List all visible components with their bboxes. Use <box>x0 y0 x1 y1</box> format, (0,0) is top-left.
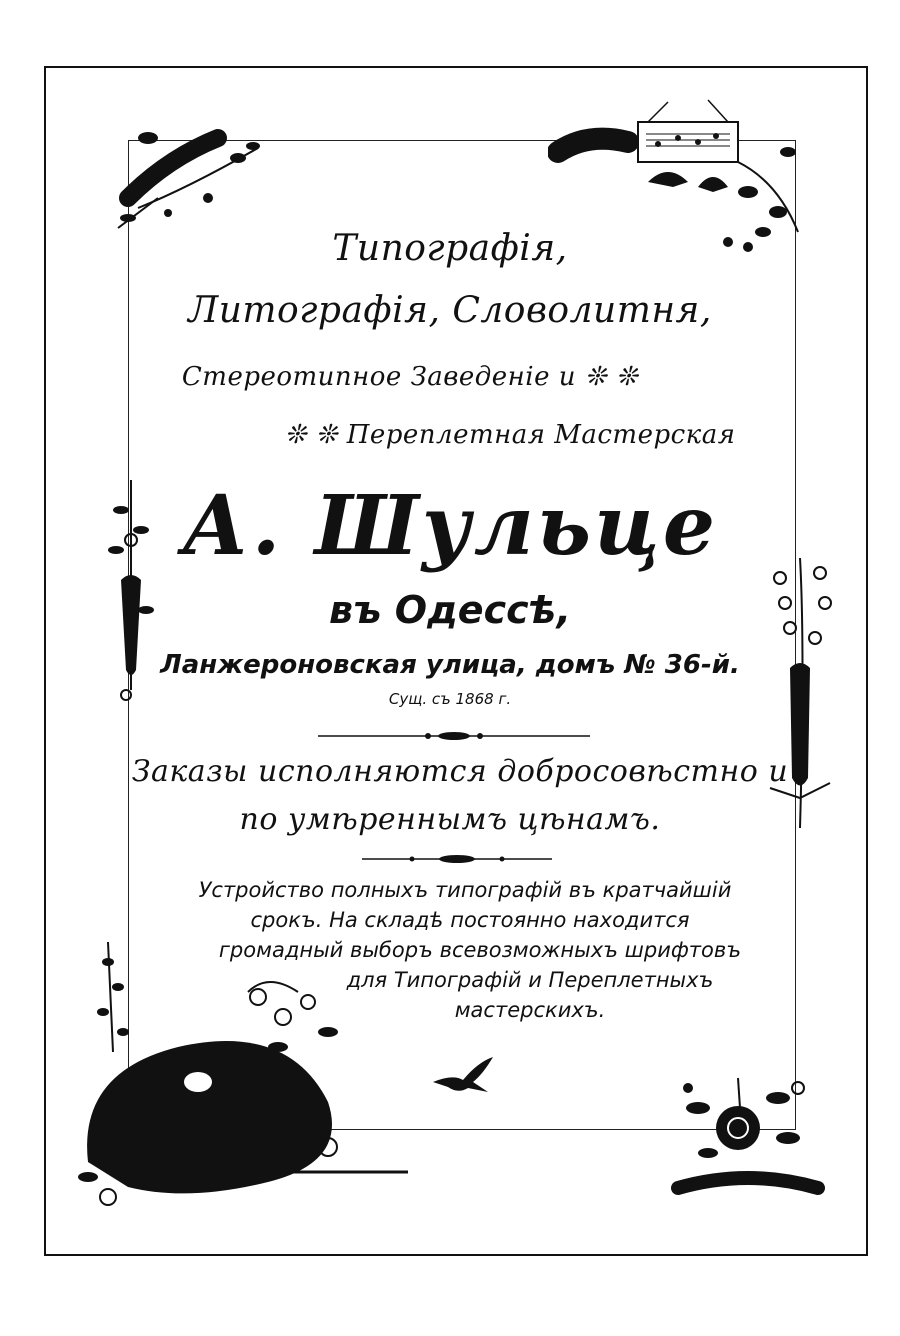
swallow-icon <box>428 1052 498 1097</box>
paragraph-line-4: для Типографій и Переплетныхъ <box>346 968 714 992</box>
firm-address: Ланжероновская улица, домъ № 36-й. <box>160 650 740 680</box>
paragraph-line-1: Устройство полныхъ типографій въ кратчайшій <box>198 878 732 902</box>
divider-ornament <box>318 728 590 744</box>
paragraph-line-5: мастерскихъ. <box>454 998 606 1022</box>
orders-line-2: по умѣреннымъ цѣнамъ. <box>239 802 661 837</box>
header-line-1: Типографія, <box>332 228 568 269</box>
firm-name: А. Шульце <box>181 478 719 574</box>
paragraph-line-2: срокъ. На складѣ постоянно находится <box>250 908 690 932</box>
orders-line-1: Заказы исполняются добросовѣстно и <box>131 754 789 789</box>
divider-ornament <box>362 852 552 866</box>
rose-bouquet-icon <box>668 1068 828 1218</box>
firm-since: Сущ. съ 1868 г. <box>388 690 512 708</box>
paragraph-line-3: громадный выборъ всевозможныхъ шрифтовъ <box>218 938 742 962</box>
header-line-4: ❊ ❊ Переплетная Мастерская <box>284 420 736 450</box>
firm-city: въ Одессѣ, <box>328 588 572 632</box>
flower-branch-icon <box>108 118 278 238</box>
header-line-3: Стереотипное Заведеніе и ❊ ❊ <box>181 362 639 392</box>
header-line-2: Литографія, Словолитня, <box>188 290 712 331</box>
